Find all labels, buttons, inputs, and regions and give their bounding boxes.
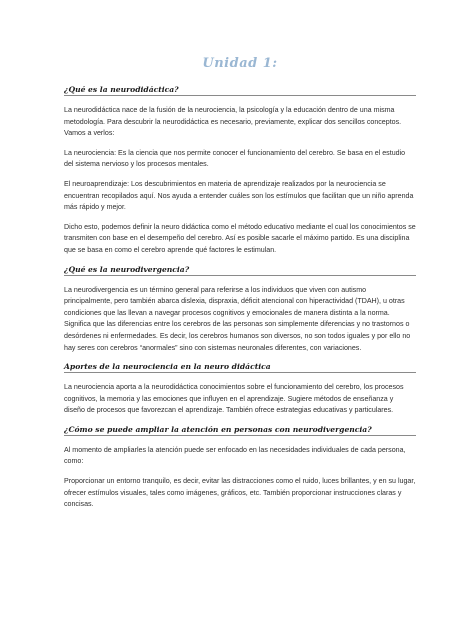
section-heading: Aportes de la neurociencia en la neuro didáctica <box>64 362 271 372</box>
section-heading-underline <box>64 265 416 276</box>
paragraph: Al momento de ampliarles la atención puede ser enfocado en las necesidades individuales de cada persona, como: <box>64 445 406 466</box>
paragraph: La neurociencia: Es la ciencia que nos permite conocer el funcionamiento del cerebro. Se basa en el estudio del sistema nervioso y los procesos mentales. <box>64 148 406 169</box>
section-heading: ¿Qué es la neurodivergencia? <box>64 264 190 274</box>
paragraph: La neurodidáctica nace de la fusión de la neurociencia, la psicología y la educación dentro de una misma metodología. Para descubrir la neurodidáctica es necesario, previamente, explicar dos sencillos conceptos. Vamos a verlos: <box>64 106 402 138</box>
paragraph: Dicho esto, podemos definir la neuro didáctica como el método educativo mediante el cual los conocimientos se transmiten con base en el desempeño del cerebro. Así es posible sacarle el máximo partido. Es una disciplina que se basa en como el cerebro aprende qué factores le estimulan. <box>64 222 416 254</box>
section-heading: ¿Cómo se puede ampliar la atención en personas con neurodivergencia? <box>64 424 372 434</box>
section-atencion <box>64 425 416 511</box>
section-heading-underline <box>64 85 416 96</box>
section-neurodivergencia <box>64 265 416 355</box>
section-aportes <box>64 362 416 417</box>
paragraph: Proporcionar un entorno tranquilo, es decir, evitar las distracciones como el ruido, luces brillantes, y en su lugar, ofrecer estímulos visuales, tales como imágenes, gráficos, etc. También proporcionar instrucciones claras y concisas. <box>64 477 416 509</box>
section-neurodidactica <box>64 85 416 257</box>
paragraph: El neuroaprendizaje: Los descubrimientos en materia de aprendizaje realizados por la neurociencia se encuentran recopilados aquí. Nos ayuda a entender cuáles son los estímulos que facilitan que un niño aprenda más rápido y mejor. <box>64 179 414 212</box>
section-heading-underline <box>64 425 416 436</box>
section-heading: ¿Qué es la neurodidáctica? <box>64 85 179 94</box>
paragraph: La neurodivergencia es un término general para referirse a los individuos que viven con autismo principalmente, pero también abarca dislexia, dispraxia, déficit atencional con hiperactividad (TDAH), u otras condiciones que las llevan a navegar procesos cognitivos y emocionales de manera distinta a la norma. Significa que las diferencias entre los cerebros de las personas son simplemente diferencias y no trastornos o desórdenes ni enfermedades. Es decir, los cerebros humanos son diversos, no son todos iguales y por ello no hay seres con cerebros “anormales” sino con sistemas neuronales diferentes, con variaciones. <box>64 285 411 352</box>
page-title: Unidad 1: <box>202 56 278 71</box>
paragraph: La neurociencia aporta a la neurodidáctica conocimientos sobre el funcionamiento del cerebro, los procesos cognitivos, la memoria y las emociones que influyen en el aprendizaje. Sugiere métodos de enseñanza y diseño de procesos que favorezcan el aprendizaje. También ofrece estrategias educativas y particulares. <box>64 383 404 415</box>
section-heading-underline <box>64 362 416 373</box>
